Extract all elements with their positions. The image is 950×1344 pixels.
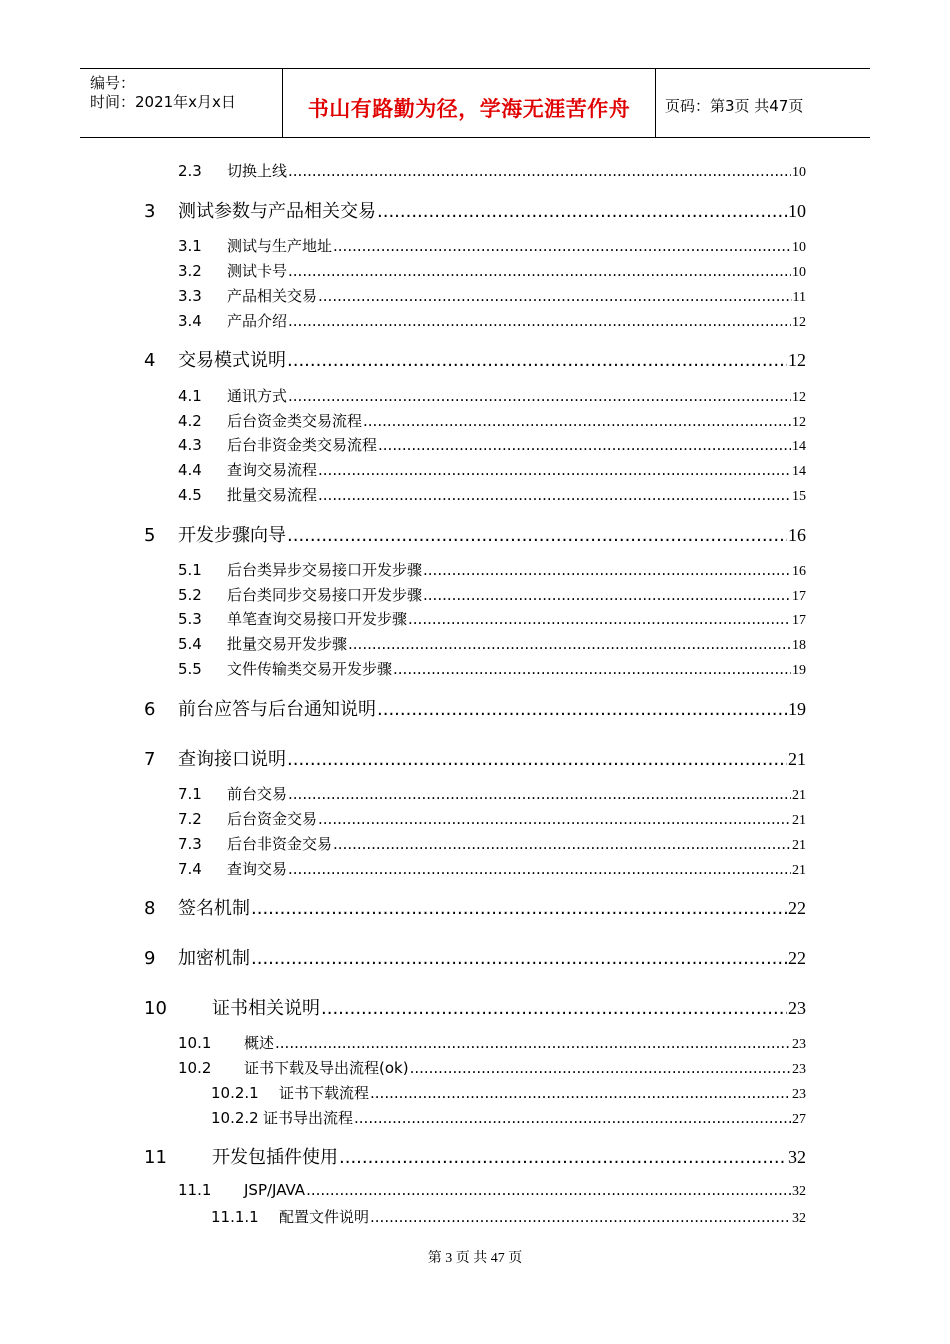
toc-entry[interactable]	[144, 745, 806, 771]
toc-number: 10.2	[178, 1059, 212, 1077]
header-page-cell	[655, 69, 870, 137]
toc-entry[interactable]	[178, 434, 806, 455]
toc-title: 查询接口说明	[178, 749, 286, 770]
toc-leader	[318, 810, 791, 828]
toc-entry[interactable]	[178, 584, 806, 605]
toc-leader	[288, 262, 791, 280]
toc-number: 7.1	[178, 785, 202, 803]
toc-leader	[318, 461, 791, 479]
toc-entry[interactable]	[178, 1032, 806, 1053]
toc-entry[interactable]	[178, 260, 806, 281]
toc-title: 后台资金交易	[227, 810, 318, 828]
toc-number: 3.1	[178, 237, 202, 255]
header-page-info: 页码：第3页 共47页	[665, 97, 804, 115]
toc-number: 11.1.1	[211, 1208, 259, 1226]
toc-title: 后台类同步交易接口开发步骤	[227, 586, 423, 604]
toc-page: 14	[792, 439, 806, 454]
toc-page: 16	[788, 525, 806, 545]
toc-entry[interactable]	[178, 658, 806, 679]
toc-leader	[408, 610, 791, 628]
toc-page: 17	[792, 589, 806, 604]
toc-number: 6	[144, 699, 156, 720]
toc-leader	[287, 525, 787, 546]
toc-number: 4.4	[178, 461, 202, 479]
toc-page: 14	[792, 464, 806, 479]
page-footer: 第 3 页 共 47 页	[427, 1251, 523, 1266]
toc-page: 23	[792, 1087, 806, 1102]
toc-title: 开发包插件使用	[212, 1147, 338, 1168]
toc-leader	[333, 835, 791, 853]
toc-leader	[363, 412, 791, 430]
toc-entry[interactable]	[178, 559, 806, 580]
toc-page: 12	[792, 315, 806, 330]
toc-leader	[306, 1181, 791, 1199]
toc-number: 5	[144, 525, 156, 546]
toc-leader	[393, 660, 791, 678]
toc-title: 证书下载及导出流程(ok)	[244, 1059, 409, 1077]
toc-entry[interactable]	[178, 484, 806, 505]
toc-page: 32	[792, 1211, 806, 1226]
toc-leader	[370, 1084, 791, 1102]
toc-leader	[287, 749, 787, 770]
toc-title: 通讯方式	[227, 387, 288, 405]
toc-leader	[377, 699, 787, 720]
toc-entry[interactable]	[144, 994, 806, 1020]
toc-number: 5.5	[178, 660, 202, 678]
toc-entry[interactable]	[178, 235, 806, 256]
toc-page: 10	[792, 265, 806, 280]
toc-entry[interactable]	[144, 894, 806, 920]
header-motto: 书山有路勤为径，学海无涯苦作舟	[307, 97, 631, 121]
toc-title: 产品相关交易	[227, 287, 318, 305]
toc-page: 23	[792, 1062, 806, 1077]
toc-entry[interactable]	[178, 608, 806, 629]
toc-number: 3	[144, 201, 156, 222]
toc-entry[interactable]	[178, 633, 806, 654]
toc-title: 证书下载流程	[279, 1084, 370, 1102]
toc-page: 21	[792, 863, 806, 878]
toc-page: 23	[792, 1037, 806, 1052]
toc-entry[interactable]	[178, 858, 806, 879]
toc-page: 22	[788, 898, 806, 918]
toc-title: 文件传输类交易开发步骤	[227, 660, 393, 678]
toc-number: 3.4	[178, 312, 202, 330]
toc-number: 11.1	[178, 1181, 212, 1199]
toc-title: 后台类异步交易接口开发步骤	[227, 561, 423, 579]
toc-leader	[321, 998, 787, 1019]
toc-entry[interactable]	[144, 346, 806, 372]
toc-leader	[377, 201, 787, 222]
toc-title: 签名机制	[178, 898, 250, 919]
toc-entry[interactable]	[178, 1057, 806, 1078]
toc-page: 16	[792, 564, 806, 579]
toc-number: 4.1	[178, 387, 202, 405]
toc-page: 10	[792, 165, 806, 180]
toc-entry[interactable]	[144, 1143, 806, 1169]
toc-title: 配置文件说明	[279, 1208, 370, 1226]
toc-title: 前台应答与后台通知说明	[178, 699, 376, 720]
toc-number: 5.2	[178, 586, 202, 604]
toc-title: 查询交易流程	[227, 461, 318, 479]
toc-page: 12	[792, 390, 806, 405]
toc-leader	[275, 1034, 791, 1052]
toc-title: 测试卡号	[227, 262, 288, 280]
toc-leader	[339, 1147, 787, 1168]
toc-number: 10.2.2	[211, 1109, 259, 1127]
toc-entry[interactable]	[178, 459, 806, 480]
toc-number: 4	[144, 350, 156, 371]
toc-number: 4.2	[178, 412, 202, 430]
toc-title: 后台资金类交易流程	[227, 412, 363, 430]
toc-entry[interactable]	[178, 285, 806, 306]
toc-entry[interactable]	[178, 833, 806, 854]
toc-leader	[288, 785, 791, 803]
toc-number: 7.4	[178, 860, 202, 878]
toc-page: 10	[788, 201, 806, 221]
toc-title: 产品介绍	[227, 312, 288, 330]
toc-entry[interactable]	[211, 1107, 806, 1128]
toc-title: 加密机制	[178, 948, 250, 969]
toc-title: 证书导出流程	[263, 1109, 354, 1127]
toc-leader	[354, 1109, 791, 1127]
toc-entry[interactable]	[144, 197, 806, 223]
toc-number: 9	[144, 948, 156, 969]
toc-page: 15	[792, 489, 806, 504]
toc-leader	[333, 237, 791, 255]
toc-page: 32	[792, 1184, 806, 1199]
toc-entry[interactable]	[178, 808, 806, 829]
toc-page: 12	[788, 350, 806, 370]
document-time: 时间：2021年x月x日	[90, 93, 236, 111]
toc-entry[interactable]	[178, 385, 806, 406]
toc-title: 后台非资金类交易流程	[227, 436, 378, 454]
toc-title: 查询交易	[227, 860, 288, 878]
toc-entry[interactable]	[178, 1181, 806, 1200]
toc-number: 11	[144, 1147, 167, 1168]
toc-title: 测试与生产地址	[227, 237, 333, 255]
toc-page: 27	[792, 1112, 806, 1127]
toc-entry[interactable]	[178, 310, 806, 331]
toc-number: 4.3	[178, 436, 202, 454]
toc-title: 批量交易开发步骤	[227, 635, 348, 653]
toc-leader	[288, 162, 791, 180]
document-code-label: 编号：	[90, 74, 136, 92]
toc-page: 19	[788, 699, 806, 719]
toc-leader	[318, 287, 792, 305]
toc-leader	[370, 1208, 791, 1226]
toc-leader	[287, 350, 787, 371]
toc-leader	[378, 436, 791, 454]
toc-leader	[288, 860, 791, 878]
toc-title: 测试参数与产品相关交易	[178, 201, 376, 222]
toc-number: 8	[144, 898, 156, 919]
toc-page: 21	[792, 838, 806, 853]
toc-entry[interactable]	[144, 521, 806, 547]
toc-number: 10.2.1	[211, 1084, 259, 1102]
toc-number: 5.3	[178, 610, 202, 628]
toc-title: 交易模式说明	[178, 350, 286, 371]
toc-page: 11	[792, 290, 806, 305]
toc-page: 10	[792, 240, 806, 255]
header-motto-cell	[282, 69, 656, 137]
toc-title: 批量交易流程	[227, 486, 318, 504]
toc-number: 10.1	[178, 1034, 212, 1052]
toc-leader	[288, 387, 791, 405]
toc-leader	[318, 486, 791, 504]
toc-leader	[410, 1059, 791, 1077]
toc-entry[interactable]	[211, 1206, 806, 1227]
toc-entry[interactable]	[144, 695, 806, 721]
toc-page: 21	[788, 749, 806, 769]
toc-number: 3.2	[178, 262, 202, 280]
toc-number: 4.5	[178, 486, 202, 504]
toc-title: 开发步骤向导	[178, 525, 286, 546]
toc-entry[interactable]	[144, 944, 806, 970]
toc-page: 18	[792, 638, 806, 653]
toc-number: 2.3	[178, 162, 202, 180]
toc-entry[interactable]	[178, 783, 806, 804]
header-meta-cell	[80, 69, 282, 137]
toc-number: 5.1	[178, 561, 202, 579]
toc-leader	[348, 635, 791, 653]
toc-page: 32	[788, 1147, 806, 1167]
toc-page: 22	[788, 948, 806, 968]
toc-title: 概述	[244, 1034, 275, 1052]
toc-title: 前台交易	[227, 785, 288, 803]
toc-leader	[423, 586, 791, 604]
toc-page: 19	[792, 663, 806, 678]
toc-page: 21	[792, 813, 806, 828]
toc-number: 5.4	[178, 635, 202, 653]
toc-page: 21	[792, 788, 806, 803]
toc-entry[interactable]	[178, 410, 806, 431]
page-header	[80, 68, 870, 138]
toc-title: 证书相关说明	[212, 998, 320, 1019]
toc-title: 后台非资金交易	[227, 835, 333, 853]
toc-number: 7.2	[178, 810, 202, 828]
toc-title: 切换上线	[227, 162, 288, 180]
toc-page: 23	[788, 998, 806, 1018]
toc-title: 单笔查询交易接口开发步骤	[227, 610, 408, 628]
toc-number: 7	[144, 749, 156, 770]
toc-leader	[251, 898, 787, 919]
toc-leader	[288, 312, 791, 330]
toc-title: JSP/JAVA	[244, 1181, 306, 1199]
toc-number: 7.3	[178, 835, 202, 853]
toc-page: 17	[792, 613, 806, 628]
toc-entry[interactable]	[178, 160, 806, 181]
toc-number: 3.3	[178, 287, 202, 305]
toc-page: 12	[792, 415, 806, 430]
toc-number: 10	[144, 998, 167, 1019]
toc-leader	[423, 561, 791, 579]
toc-entry[interactable]	[211, 1082, 806, 1103]
toc-leader	[251, 948, 787, 969]
